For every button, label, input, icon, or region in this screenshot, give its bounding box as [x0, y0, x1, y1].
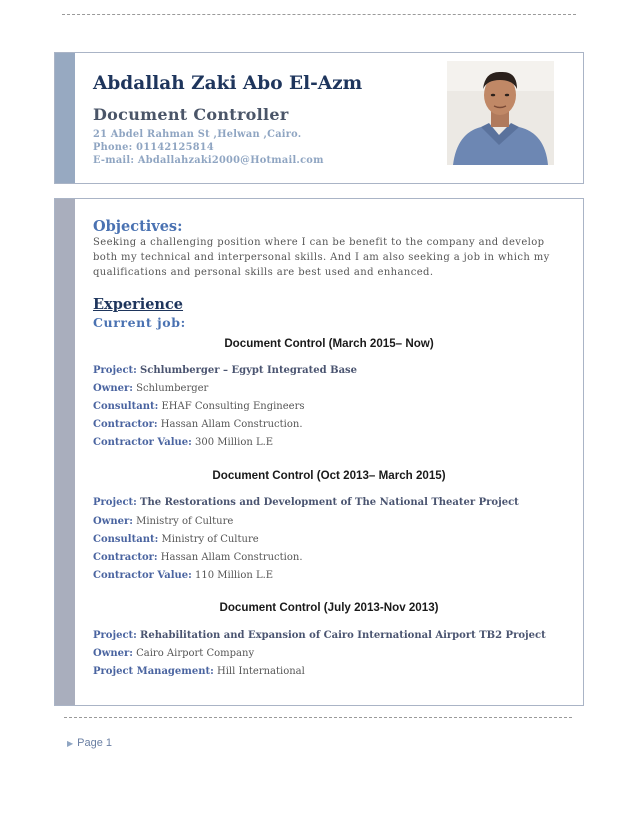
detail-label: Project Management: — [93, 666, 214, 677]
address-text: 21 Abdel Rahman St ,Helwan ,Cairo. — [93, 129, 302, 140]
detail-label: Project: — [93, 365, 137, 376]
detail-label: Project: — [93, 630, 137, 641]
detail-value: 300 Million L.E — [195, 437, 274, 448]
header-accent-bar — [55, 53, 75, 183]
detail-value: Hill International — [217, 666, 305, 677]
job-detail-line — [93, 630, 546, 641]
job-detail-line — [93, 534, 259, 545]
detail-label: Consultant: — [93, 534, 159, 545]
detail-value: Cairo Airport Company — [136, 648, 255, 659]
detail-label: Owner: — [93, 648, 133, 659]
detail-value: Hassan Allam Construction. — [160, 552, 303, 563]
job-detail-line — [93, 419, 303, 430]
current-job-label: Current job: — [93, 315, 186, 330]
candidate-title: Document Controller — [93, 105, 289, 124]
job-detail-line — [93, 648, 254, 659]
job-detail-line — [93, 383, 208, 394]
top-dashed-divider — [62, 14, 576, 15]
detail-value: Schlumberger — [136, 383, 209, 394]
job-role-title: Document Control (Oct 2013– March 2015) — [212, 469, 446, 482]
detail-value: The Restorations and Development of The National Theater Project — [140, 497, 519, 508]
job-role-title: Document Control (July 2013-Nov 2013) — [219, 601, 439, 614]
job-detail-line — [93, 401, 304, 412]
detail-label: Owner: — [93, 516, 133, 527]
detail-value: 110 Million L.E — [195, 570, 274, 581]
candidate-name: Abdallah Zaki Abo El-Azm — [93, 73, 363, 94]
job-detail-line — [93, 497, 519, 508]
job-detail-line — [93, 437, 273, 448]
detail-label: Contractor Value: — [93, 437, 192, 448]
content-card — [54, 198, 584, 706]
job-role-title: Document Control (March 2015– Now) — [224, 337, 434, 350]
detail-label: Project: — [93, 497, 137, 508]
job-detail-line — [93, 552, 303, 563]
objectives-heading: Objectives: — [93, 218, 183, 235]
detail-value: EHAF Consulting Engineers — [161, 401, 305, 412]
detail-label: Consultant: — [93, 401, 159, 412]
experience-heading: Experience — [93, 296, 184, 313]
detail-label: Contractor: — [93, 419, 158, 430]
phone-text: Phone: 01142125814 — [93, 142, 214, 153]
page-footer — [67, 737, 112, 749]
page-number: Page 1 — [77, 737, 113, 749]
detail-value: Ministry of Culture — [161, 534, 259, 545]
detail-value: Hassan Allam Construction. — [160, 419, 303, 430]
job-detail-line — [93, 516, 233, 527]
detail-label: Contractor Value: — [93, 570, 192, 581]
job-detail-line — [93, 365, 357, 376]
job-detail-line — [93, 570, 273, 581]
content-accent-bar — [55, 199, 75, 705]
email-text: E-mail: Abdallahzaki2000@Hotmail.com — [93, 155, 324, 166]
detail-label: Contractor: — [93, 552, 158, 563]
detail-value: Schlumberger – Egypt Integrated Base — [140, 365, 358, 376]
job-detail-line — [93, 666, 305, 677]
header-card — [54, 52, 584, 184]
detail-value: Ministry of Culture — [136, 516, 234, 527]
profile-photo — [447, 61, 554, 165]
detail-value: Rehabilitation and Expansion of Cairo International Airport TB2 Project — [140, 630, 546, 641]
bottom-dashed-divider — [64, 717, 572, 718]
detail-label: Owner: — [93, 383, 133, 394]
objectives-text: Seeking a challenging position where I can be benefit to the company and develop both my technical and interpersonal skills. And I am also seeking a job in which my qualifications and personal skills are best used and enhanced. — [93, 237, 550, 278]
triangle-right-icon: ▶ — [67, 739, 74, 748]
